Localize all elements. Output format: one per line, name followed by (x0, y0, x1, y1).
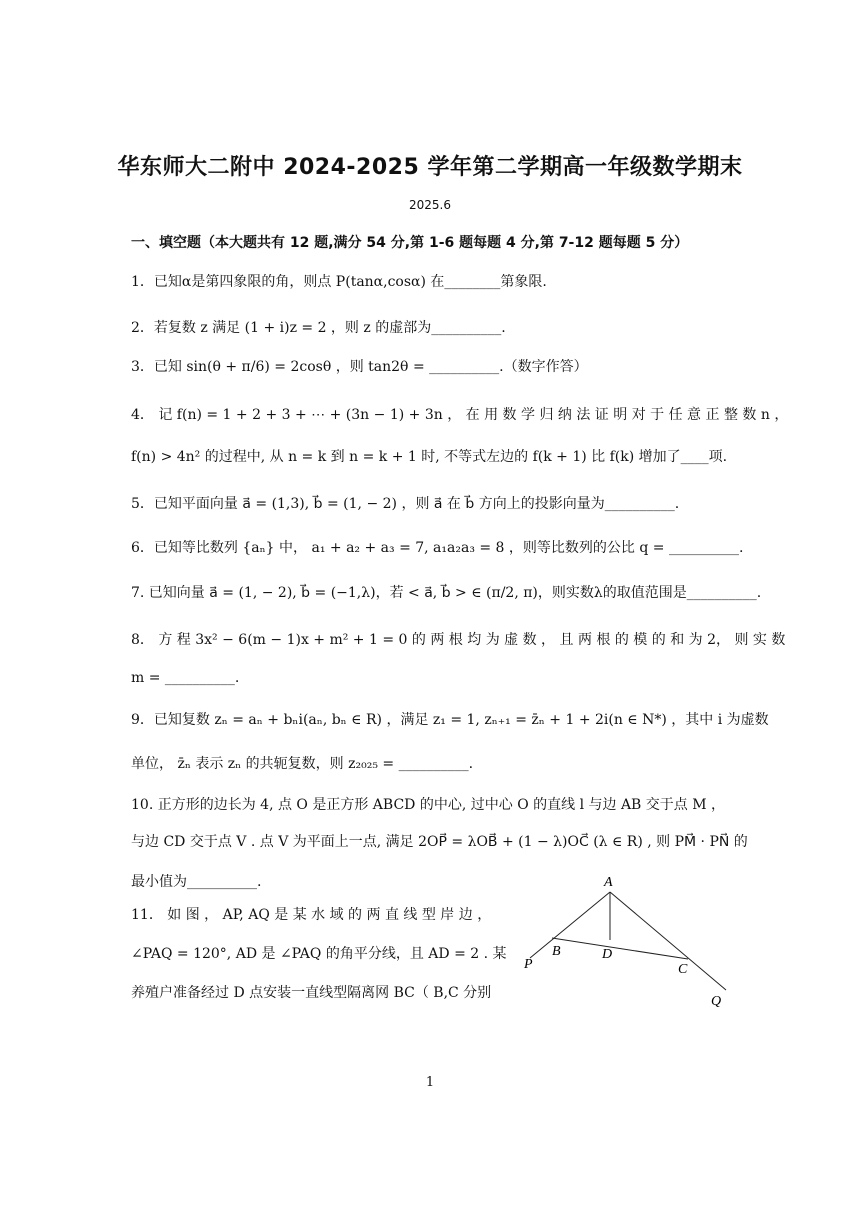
question-11-line-2: ∠PAQ = 120°, AD 是 ∠PAQ 的角平分线，且 AD = 2 . 某 (131, 946, 507, 962)
label-C: C (678, 962, 688, 977)
question-4-line-1: 4． 记 f(n) = 1 + 2 + 3 + ⋯ + (3n − 1) + 3n ， 在 用 数 学 归 纳 法 证 明 对 于 任 意 正 整 数 n ， (131, 407, 789, 423)
question-1: 1．已知α是第四象限的角，则点 P(tanα,cosα) 在________第象限. (131, 274, 547, 290)
question-7: 7. 已知向量 a⃗ = (1, − 2), b⃗ = (−1,λ)，若 < a⃗, b⃗ > ∈ (π/2, π)，则实数λ的取值范围是__________. (131, 585, 762, 601)
label-P: P (524, 957, 533, 972)
page-title: 华东师大二附中 2024-2025 学年第二学期高一年级数学期末 (117, 155, 743, 180)
section-heading-fill-in: 一、填空题（本大题共有 12 题,满分 54 分,第 1-6 题每题 4 分,第 7-12 题每题 5 分） (131, 235, 689, 251)
question-2: 2．若复数 z 满足 (1 + i)z = 2 ，则 z 的虚部为__________. (131, 320, 506, 336)
question-8-line-1: 8． 方 程 3x² − 6(m − 1)x + m² + 1 = 0 的 两 根 均 为 虚 数 ， 且 两 根 的 模 的 和 为 2， 则 实 数 (131, 632, 786, 648)
question-11-line-3: 养殖户准备经过 D 点安装一直线型隔离网 BC（ B,C 分别 (131, 985, 492, 1001)
question-9-line-2: 单位， z̄ₙ 表示 zₙ 的共轭复数，则 z₂₀₂₅ = __________. (131, 756, 474, 772)
question-10-line-1: 10. 正方形的边长为 4, 点 O 是正方形 ABCD 的中心, 过中心 O 的直线 l 与边 AB 交于点 M ， (131, 797, 726, 813)
exam-date: 2025.6 (409, 198, 451, 212)
label-D: D (602, 947, 613, 962)
question-3: 3．已知 sin(θ + π/6) = 2cosθ ，则 tan2θ = __________.（数字作答） (131, 359, 588, 375)
line-AP (530, 892, 610, 958)
label-Q: Q (711, 994, 722, 1009)
q11-geometry-figure (516, 870, 736, 1010)
label-B: B (552, 944, 561, 959)
question-9-line-1: 9．已知复数 zₙ = aₙ + bₙi(aₙ, bₙ ∈ R) ，满足 z₁ = 1, zₙ₊₁ = z̄ₙ + 1 + 2i(n ∈ N*) ，其中 i 为虚数 (131, 712, 769, 728)
question-4-line-2: f(n) > 4n² 的过程中, 从 n = k 到 n = k + 1 时, 不等式左边的 f(k + 1) 比 f(k) 增加了____项. (131, 449, 728, 465)
question-8-line-2: m = __________. (131, 670, 240, 686)
question-10-line-2: 与边 CD 交于点 V . 点 V 为平面上一点, 满足 2OP⃗ = λOB⃗ + (1 − λ)OC⃗ (λ ∈ R) , 则 PM⃗ · PN⃗ 的 (131, 834, 748, 850)
question-5: 5．已知平面向量 a⃗ = (1,3), b⃗ = (1, − 2) ，则 a⃗ 在 b⃗ 方向上的投影向量为__________. (131, 496, 680, 512)
line-AQ (610, 892, 726, 990)
question-11-line-1: 11． 如 图 ， AP, AQ 是 某 水 域 的 两 直 线 型 岸 边 ， (131, 907, 492, 923)
label-A: A (604, 875, 613, 890)
question-6: 6．已知等比数列 {aₙ} 中， a₁ + a₂ + a₃ = 7, a₁a₂a₃ = 8 ，则等比数列的公比 q = __________. (131, 540, 744, 556)
page-number: 1 (425, 1075, 435, 1090)
question-10-line-3: 最小值为__________. (131, 874, 262, 890)
